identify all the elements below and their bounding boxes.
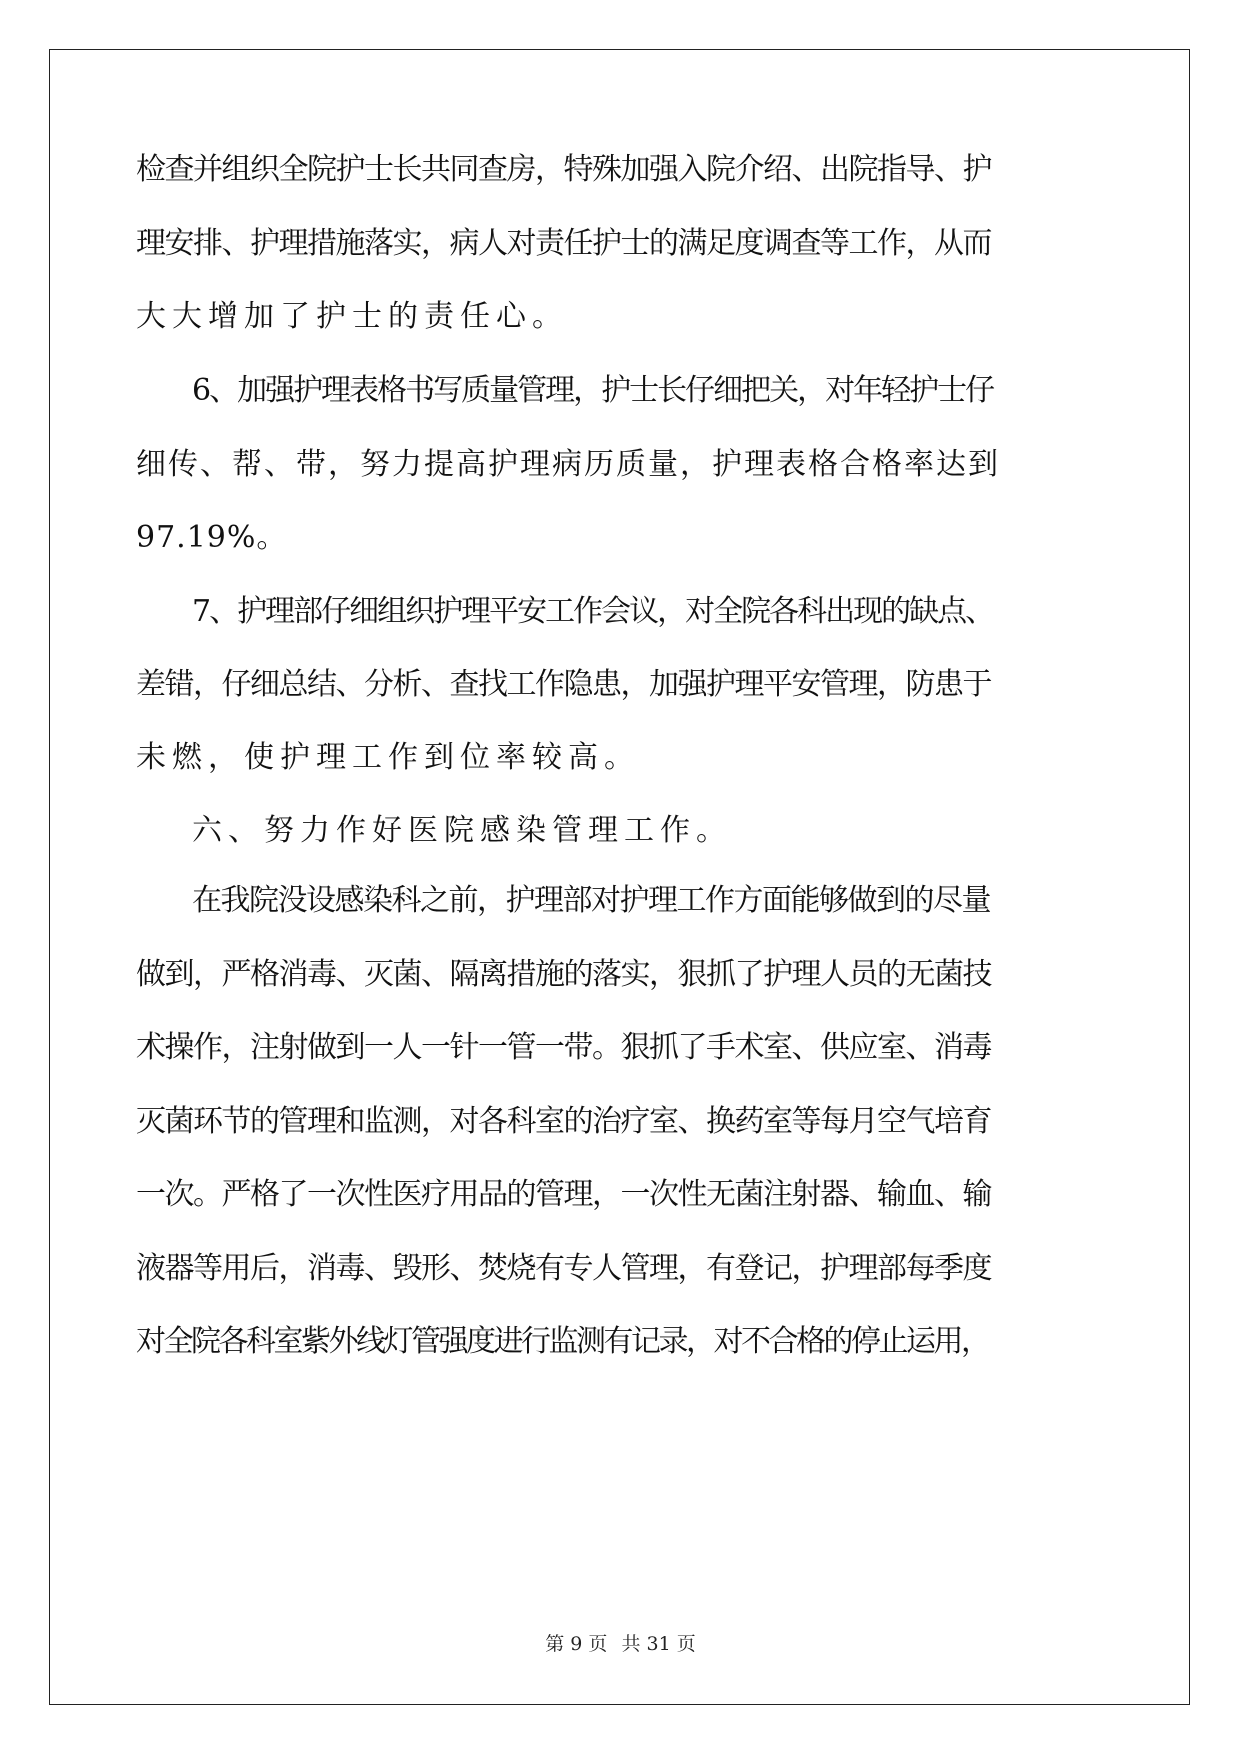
text-line-content: 检查并组织全院护士长共同查房，特殊加强入院介绍、出院指导、护: [136, 152, 991, 187]
page-footer: [0, 1633, 1241, 1655]
page-total: 共 31 页: [621, 1633, 696, 1655]
text-line: [0, 299, 1241, 384]
text-line-content: 未燃，使护理工作到位率较高。: [136, 740, 640, 775]
text-line-content: 灭菌环节的管理和监测，对各科室的治疗室、换药室等每月空气培育: [136, 1104, 991, 1139]
text-line-content: 细传、帮、带，努力提高护理病历质量，护理表格合格率达到: [136, 447, 1000, 482]
text-line-content: 理安排、护理措施落实，病人对责任护士的满足度调查等工作，从而: [136, 226, 991, 261]
text-line-content: 6、加强护理表格书写质量管理，护士长仔细把关，对年轻护士仔: [192, 373, 994, 408]
text-line-content: 97.19%。: [136, 520, 288, 555]
text-line-content: 差错，仔细总结、分析、查找工作隐患，加强护理平安管理，防患于: [136, 667, 991, 702]
text-line: [0, 1177, 1241, 1262]
text-line: [0, 883, 1241, 968]
text-line: [0, 1030, 1241, 1115]
text-line: [0, 1324, 1241, 1409]
text-line-content: 一次。严格了一次性医疗用品的管理，一次性无菌注射器、输血、输: [136, 1177, 991, 1212]
text-line-content: 对全院各科室紫外线灯管强度进行监测有记录，对不合格的停止运用，: [136, 1324, 989, 1359]
text-line-content: 大大增加了护士的责任心。: [136, 299, 568, 334]
page-number: 第 9 页: [545, 1633, 608, 1655]
text-line-content: 六、努力作好医院感染管理工作。: [192, 813, 732, 848]
text-line: [0, 373, 1241, 458]
text-line: [0, 152, 1241, 237]
text-line-content: 在我院没设感染科之前，护理部对护理工作方面能够做到的尽量: [192, 883, 990, 918]
text-line-content: 术操作，注射做到一人一针一管一带。狠抓了手术室、供应室、消毒: [136, 1030, 991, 1065]
text-line-content: 7、护理部仔细组织护理平安工作会议，对全院各科出现的缺点、: [192, 594, 994, 629]
text-line: [0, 520, 1241, 605]
text-line-content: 做到，严格消毒、灭菌、隔离措施的落实，狠抓了护理人员的无菌技: [136, 957, 991, 992]
text-line-content: 液器等用后，消毒、毁形、焚烧有专人管理，有登记，护理部每季度: [136, 1251, 991, 1286]
